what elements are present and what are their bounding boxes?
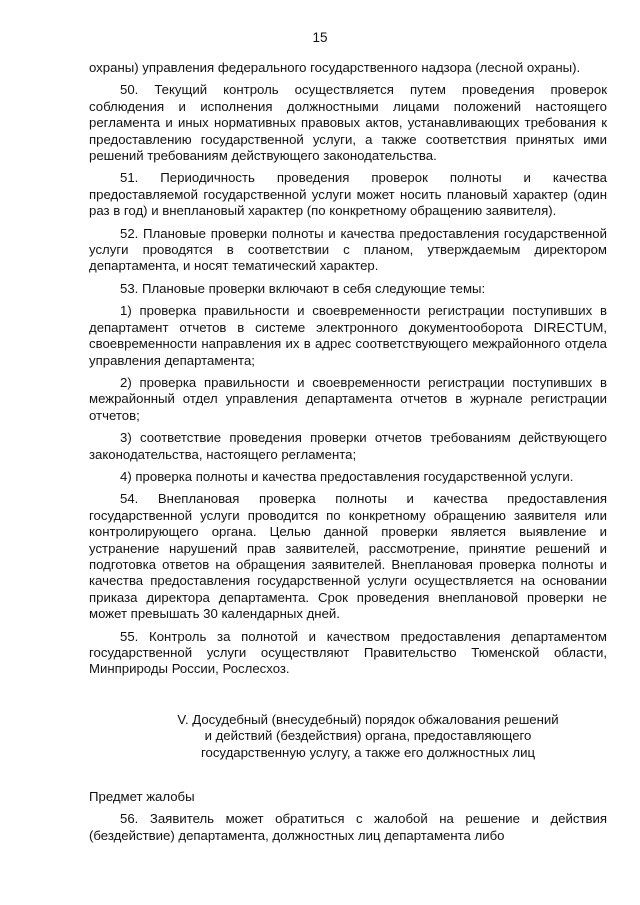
paragraph-51: 51. Периодичность проведения проверок полноты и качества предоставляемой государственной услуги может носить плановый характер (один раз в год) и внеплановый характер (по конкретному обращению заявителя). bbox=[89, 170, 607, 219]
list-item-2: 2) проверка правильности и своевременности регистрации поступивших в межрайонный отдел управления департамента отчетов в журнале регистрации отчетов; bbox=[89, 374, 607, 423]
paragraph-53: 53. Плановые проверки включают в себя следующие темы: bbox=[120, 280, 486, 296]
list-item-3: 3) соответствие проведения проверки отчетов требованиям действующего законодательства, настоящего регламента; bbox=[89, 430, 607, 462]
section-heading bbox=[89, 712, 607, 761]
paragraph-continuation: охраны) управления федерального государственного надзора (лесной охраны). bbox=[89, 60, 581, 75]
paragraph-50: 50. Текущий контроль осуществляется путем проведения проверок соблюдения и исполнения должностными лицами положений настоящего регламента и иных нормативных правовых актов, устанавливающих требования к предоставлению государственной услуги, а также соответствия принятых ими решений требованиям действующего законодательства. bbox=[89, 82, 607, 164]
section-heading-line-1: V. Досудебный (внесудебный) порядок обжалования решений bbox=[177, 711, 559, 727]
list-item-1: 1) проверка правильности и своевременности регистрации поступивших в департамент отчетов в системе электронного документооборота DIRECTUM, своевременности направления их в адрес соответствующего межрайонного отдела управления департамента; bbox=[89, 303, 607, 368]
section-heading-line-2: и действий (бездействия) органа, предоставляющего bbox=[204, 728, 532, 744]
paragraph-52: 52. Плановые проверки полноты и качества предоставления государственной услуги проводятся в соответствии с планом, утверждаемым директором департамента, и носят тематический характер. bbox=[89, 225, 607, 274]
paragraph-55: 55. Контроль за полнотой и качеством предоставления департаментом государственной услуги осуществляют Правительство Тюменской области, Минприроды России, Рослесхоз. bbox=[89, 628, 607, 677]
document-body bbox=[89, 60, 607, 850]
paragraph-54: 54. Внеплановая проверка полноты и качества предоставления государственной услуги проводится по конкретному обращению заявителя или контролирующего органа. Целью данной проверки является выявление и устранение нарушений прав заявителей, рассмотрение, принятие решений и подготовка ответов на обращения заявителей. Внеплановая проверка полноты и качества предоставления государственной услуги осуществляется на основании приказа директора департамента. Срок проведения внеплановой проверки не может превышать 30 календарных дней. bbox=[89, 491, 607, 622]
page-number: 15 bbox=[312, 30, 328, 45]
section-heading-line-3: государственную услугу, а также его должностных лиц bbox=[200, 744, 536, 760]
list-item-4: 4) проверка полноты и качества предоставления государственной услуги. bbox=[120, 468, 574, 484]
paragraph-56: 56. Заявитель может обратиться с жалобой на решение и действия (бездействие) департамента, должностных лиц департамента либо bbox=[89, 811, 607, 843]
subheading-complaint-subject: Предмет жалобы bbox=[89, 789, 195, 805]
